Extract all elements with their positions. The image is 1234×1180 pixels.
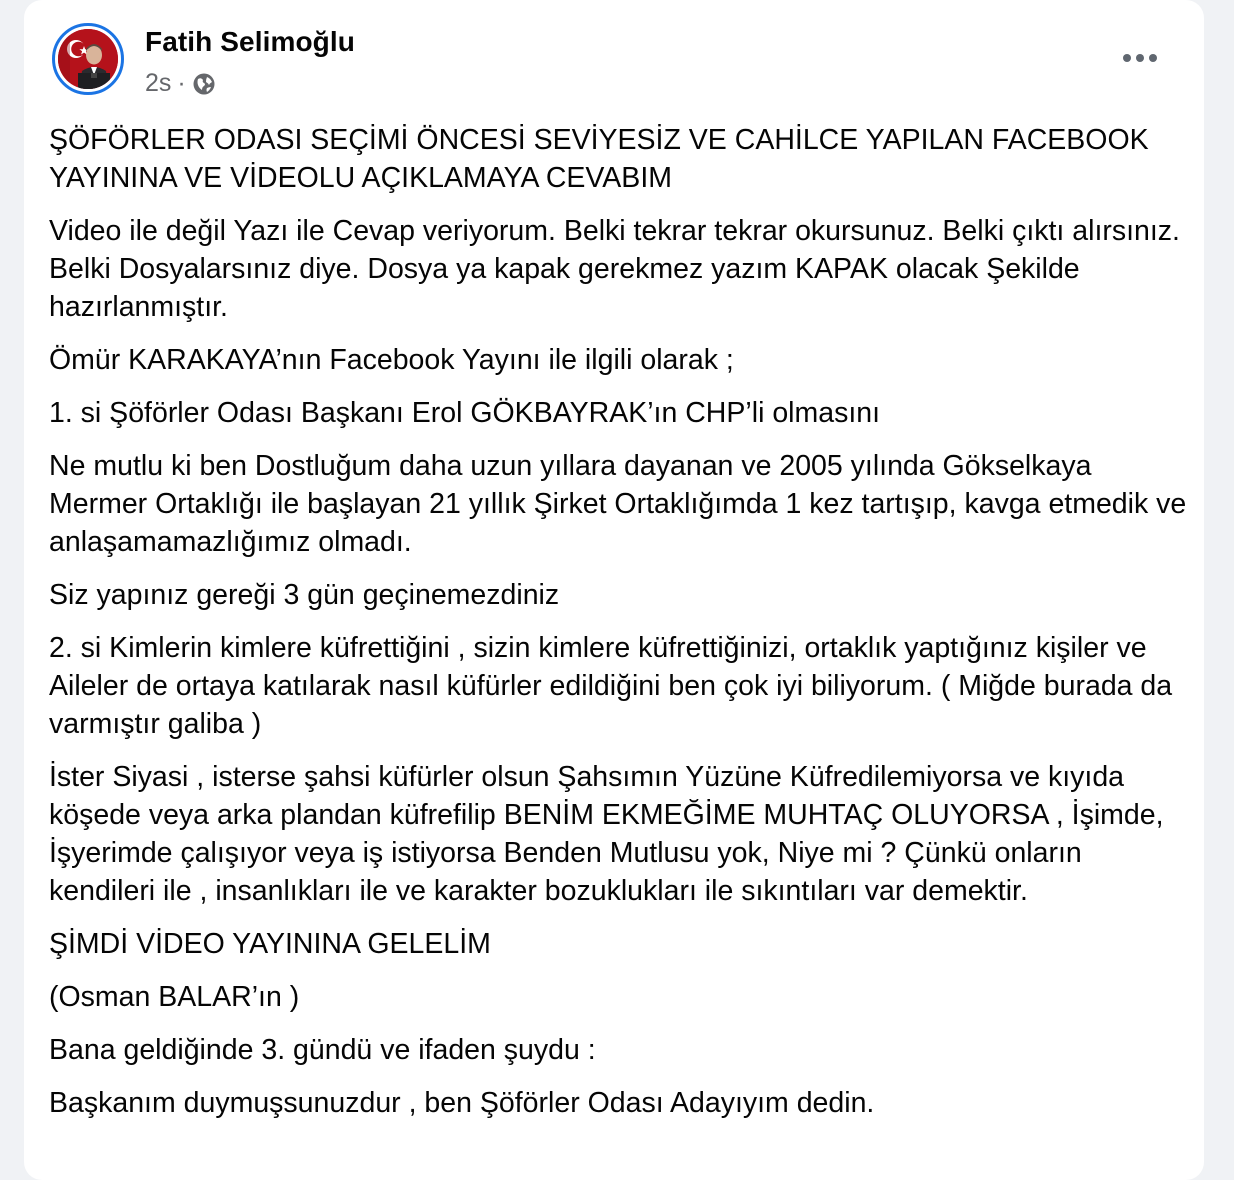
globe-icon[interactable]	[192, 72, 216, 96]
post-paragraph: Siz yapınız gereği 3 gün geçinemezdiniz	[49, 579, 560, 611]
post-paragraph: Video ile değil Yazı ile Cevap veriyorum. Belki tekrar tekrar okursunuz. Belki çıktı alırsınız. Belki Dosyalarsınız diye. Dosya ya kapak gerekmez yazım KAPAK olacak Şekilde hazırlanmıştır.	[49, 215, 1188, 323]
avatar-image	[58, 29, 118, 89]
post-paragraph: ŞÖFÖRLER ODASI SEÇİMİ ÖNCESİ SEVİYESİZ VE CAHİLCE YAPILAN FACEBOOK YAYININA VE VİDEOLU AÇIKLAMAYA CEVABIM	[49, 124, 1157, 194]
author-name[interactable]: Fatih Selimoğlu	[145, 26, 355, 57]
avatar[interactable]	[52, 23, 124, 95]
post-paragraph: Bana geldiğinde 3. gündü ve ifaden şuydu :	[49, 1034, 596, 1066]
post-meta	[145, 69, 216, 98]
post-card	[24, 0, 1204, 1180]
post-header	[24, 0, 1204, 110]
post-paragraph: İster Siyasi , isterse şahsi küfürler olsun Şahsımın Yüzüne Küfredilemiyorsa ve kıyıda köşede veya arka plandan küfrefilip BENİM EKMEĞİME MUHTAÇ OLUYORSA , İşimde, İşyerimde çalışıyor veya iş istiyorsa Benden Mutlusu yok, Niye mi ? Çünkü onların kendileri ile , insanlıkları ile ve karakter bozuklukları ile sıkıntıları var demektir.	[49, 761, 1172, 907]
post-paragraph: Ömür KARAKAYA’nın Facebook Yayını ile ilgili olarak ;	[49, 344, 734, 376]
post-paragraph: Ne mutlu ki ben Dostluğum daha uzun yıllara dayanan ve 2005 yılında Gökselkaya Mermer Ortaklığı ile başlayan 21 yıllık Şirket Ortaklığımda 1 kez tartışıp, kavga etmedik ve anlaşamamazlığımız olmadı.	[49, 450, 1195, 558]
post-paragraph: 2. si Kimlerin kimlere küfrettiğini , sizin kimlere küfrettiğinizi, ortaklık yaptığınız kişiler ve Aileler de ortaya katılarak nasıl küfürler edildiğini ben çok iyi biliyorum. ( Miğde burada da varmıştır galiba )	[49, 632, 1181, 740]
post-text	[49, 121, 1195, 1137]
post-paragraph: (Osman BALAR’ın )	[49, 981, 300, 1013]
avatar-photo	[58, 29, 118, 89]
more-horizontal-icon	[1123, 54, 1157, 62]
post-paragraph: ŞİMDİ VİDEO YAYININA GELELİM	[49, 928, 491, 960]
post-time[interactable]: 2s	[145, 69, 172, 97]
more-options-button[interactable]	[1118, 40, 1162, 76]
post-paragraph: 1. si Şöförler Odası Başkanı Erol GÖKBAYRAK’ın CHP’li olmasını	[49, 397, 881, 429]
meta-separator: ·	[177, 69, 186, 97]
post-paragraph: Başkanım duymuşsunuzdur , ben Şöförler Odası Adayıyım dedin.	[49, 1087, 875, 1119]
